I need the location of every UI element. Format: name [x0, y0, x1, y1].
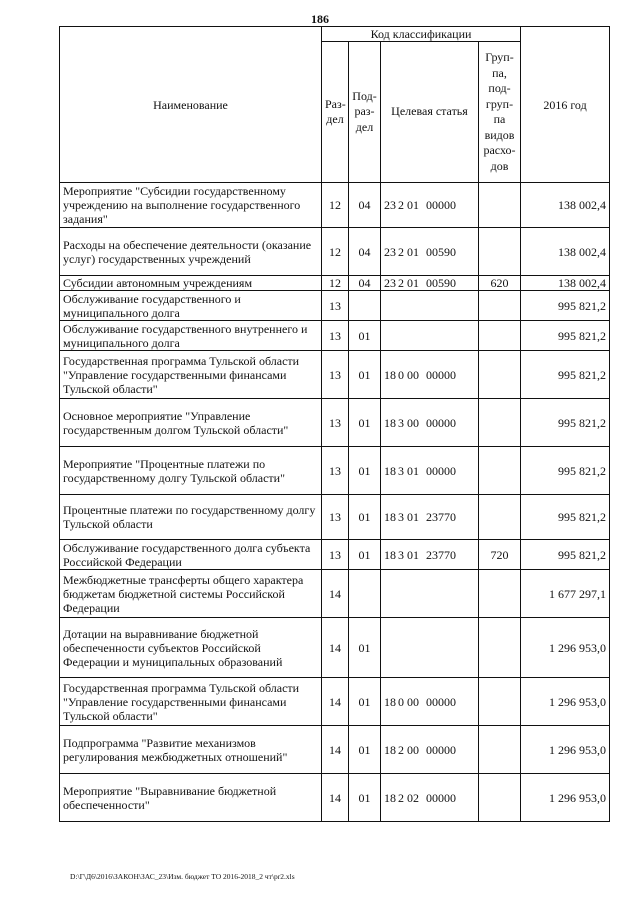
header-target-article: Целевая статья — [381, 42, 479, 183]
row-section: 13 — [322, 447, 349, 495]
target-subprogram: 3 — [398, 463, 404, 478]
target-subprogram: 3 — [398, 510, 404, 524]
header-section: Раз- дел — [322, 42, 349, 183]
target-direction: 00590 — [426, 276, 456, 290]
target-direction: 00000 — [426, 367, 456, 382]
row-target-article — [381, 678, 479, 726]
row-amount: 1 296 953,0 — [521, 726, 610, 774]
target-subprogram: 3 — [398, 547, 404, 562]
target-program: 23 — [384, 198, 396, 212]
page-number: 186 — [311, 12, 329, 26]
target-program: 18 — [384, 510, 396, 524]
row-amount: 138 002,4 — [521, 183, 610, 228]
target-direction: 00000 — [426, 790, 456, 805]
row-subsection: 01 — [349, 495, 381, 540]
row-expense-group: 720 — [479, 540, 521, 570]
row-expense-group — [479, 228, 521, 276]
row-amount: 995 821,2 — [521, 540, 610, 570]
table-header — [60, 27, 610, 183]
row-section: 13 — [322, 321, 349, 351]
target-program: 18 — [384, 415, 396, 430]
target-subprogram: 2 — [398, 244, 404, 259]
row-target-article — [381, 495, 479, 540]
row-expense-group — [479, 447, 521, 495]
target-program: 23 — [384, 244, 396, 259]
target-program: 18 — [384, 742, 396, 757]
header-classification-code: Код классификации — [322, 27, 521, 42]
row-section: 14 — [322, 774, 349, 822]
row-target-article — [381, 447, 479, 495]
target-direction: 23770 — [426, 510, 456, 524]
row-target-article — [381, 726, 479, 774]
row-amount: 995 821,2 — [521, 495, 610, 540]
row-amount: 995 821,2 — [521, 351, 610, 399]
table-row — [60, 291, 610, 321]
row-section: 12 — [322, 183, 349, 228]
row-subsection: 01 — [349, 447, 381, 495]
table-row — [60, 447, 610, 495]
table-row — [60, 183, 610, 228]
row-section: 13 — [322, 351, 349, 399]
header-subsection: Под- раз- дел — [349, 42, 381, 183]
row-expense-group — [479, 495, 521, 540]
row-subsection — [349, 570, 381, 618]
row-name: Мероприятие "Процентные платежи по государственному долгу Тульской области" — [60, 447, 322, 495]
row-section: 12 — [322, 276, 349, 291]
table-row — [60, 228, 610, 276]
row-expense-group — [479, 774, 521, 822]
target-subprogram: 0 — [398, 694, 404, 709]
target-event: 01 — [407, 510, 419, 524]
row-target-article — [381, 540, 479, 570]
row-target-article — [381, 276, 479, 291]
table-row — [60, 399, 610, 447]
target-program: 18 — [384, 790, 396, 805]
row-section: 14 — [322, 678, 349, 726]
table-row — [60, 351, 610, 399]
row-name: Мероприятие "Субсидии государственному учреждению на выполнение государственного задания" — [60, 183, 322, 228]
row-expense-group — [479, 618, 521, 678]
target-direction: 00000 — [426, 742, 456, 757]
row-name: Межбюджетные трансферты общего характера бюджетам бюджетной системы Российской Федерации — [60, 570, 322, 618]
row-target-article — [381, 351, 479, 399]
row-expense-group — [479, 351, 521, 399]
target-program: 18 — [384, 367, 396, 382]
row-target-article — [381, 618, 479, 678]
row-name: Дотации на выравнивание бюджетной обеспеченности субъектов Российской Федерации и муниципальных образований — [60, 618, 322, 678]
target-program: 18 — [384, 547, 396, 562]
budget-classification-table — [59, 26, 610, 822]
table-row — [60, 495, 610, 540]
target-direction: 00000 — [426, 463, 456, 478]
row-amount: 995 821,2 — [521, 399, 610, 447]
row-name: Мероприятие "Выравнивание бюджетной обеспеченности" — [60, 774, 322, 822]
row-name: Субсидии автономным учреждениям — [60, 276, 322, 291]
table-row — [60, 726, 610, 774]
target-event: 01 — [407, 198, 419, 212]
target-program: 18 — [384, 694, 396, 709]
target-event: 01 — [407, 244, 419, 259]
file-path-footer: D:\Г\Д6\2016\ЗАКОН\ЗАС_23\Изм. бюджет ТО 2016-2018_2 чт\pr2.xls — [70, 872, 295, 881]
row-target-article — [381, 774, 479, 822]
row-amount: 138 002,4 — [521, 276, 610, 291]
row-subsection: 01 — [349, 321, 381, 351]
target-subprogram: 3 — [398, 415, 404, 430]
row-target-article — [381, 321, 479, 351]
target-event: 01 — [407, 276, 419, 290]
row-amount: 1 677 297,1 — [521, 570, 610, 618]
row-expense-group — [479, 570, 521, 618]
table-row — [60, 774, 610, 822]
row-subsection: 01 — [349, 399, 381, 447]
header-year-2016: 2016 год — [521, 27, 610, 183]
row-section: 14 — [322, 618, 349, 678]
row-section: 13 — [322, 540, 349, 570]
row-subsection: 04 — [349, 183, 381, 228]
row-amount: 995 821,2 — [521, 447, 610, 495]
row-name: Расходы на обеспечение деятельности (оказание услуг) государственных учреждений — [60, 228, 322, 276]
target-event: 00 — [407, 694, 419, 709]
row-target-article — [381, 570, 479, 618]
table-row — [60, 618, 610, 678]
target-program: 23 — [384, 276, 396, 290]
table-row — [60, 276, 610, 291]
target-event: 01 — [407, 547, 419, 562]
row-subsection: 01 — [349, 774, 381, 822]
target-direction: 23770 — [426, 547, 456, 562]
row-section: 12 — [322, 228, 349, 276]
target-event: 01 — [407, 463, 419, 478]
row-expense-group — [479, 183, 521, 228]
row-amount: 1 296 953,0 — [521, 774, 610, 822]
row-expense-group — [479, 678, 521, 726]
row-subsection: 01 — [349, 540, 381, 570]
row-name: Государственная программа Тульской области "Управление государственными финансами Тульской области" — [60, 678, 322, 726]
row-amount: 995 821,2 — [521, 321, 610, 351]
row-name: Государственная программа Тульской области "Управление государственными финансами Тульской области" — [60, 351, 322, 399]
row-name: Обслуживание государственного и муниципального долга — [60, 291, 322, 321]
row-section: 13 — [322, 495, 349, 540]
row-subsection: 01 — [349, 618, 381, 678]
row-subsection: 04 — [349, 228, 381, 276]
row-section: 14 — [322, 570, 349, 618]
target-program: 18 — [384, 463, 396, 478]
row-amount: 138 002,4 — [521, 228, 610, 276]
target-event: 00 — [407, 367, 419, 382]
row-amount: 1 296 953,0 — [521, 678, 610, 726]
table-row — [60, 678, 610, 726]
target-subprogram: 2 — [398, 790, 404, 805]
row-name: Обслуживание государственного внутреннего и муниципального долга — [60, 321, 322, 351]
row-target-article — [381, 291, 479, 321]
row-name: Процентные платежи по государственному долгу Тульской области — [60, 495, 322, 540]
row-subsection: 01 — [349, 726, 381, 774]
target-subprogram: 2 — [398, 742, 404, 757]
row-expense-group: 620 — [479, 276, 521, 291]
row-target-article — [381, 183, 479, 228]
row-amount: 995 821,2 — [521, 291, 610, 321]
row-section: 13 — [322, 291, 349, 321]
target-event: 00 — [407, 415, 419, 430]
row-name: Подпрограмма "Развитие механизмов регулирования межбюджетных отношений" — [60, 726, 322, 774]
row-subsection — [349, 291, 381, 321]
row-subsection: 01 — [349, 351, 381, 399]
row-section: 13 — [322, 399, 349, 447]
row-name: Основное мероприятие "Управление государственным долгом Тульской области" — [60, 399, 322, 447]
target-direction: 00000 — [426, 198, 456, 212]
target-subprogram: 0 — [398, 367, 404, 382]
table-row — [60, 321, 610, 351]
row-expense-group — [479, 291, 521, 321]
row-name: Обслуживание государственного долга субъекта Российской Федерации — [60, 540, 322, 570]
row-target-article — [381, 228, 479, 276]
row-target-article — [381, 399, 479, 447]
target-direction: 00590 — [426, 244, 456, 259]
row-amount: 1 296 953,0 — [521, 618, 610, 678]
table-row — [60, 540, 610, 570]
table-row — [60, 570, 610, 618]
row-subsection: 01 — [349, 678, 381, 726]
row-subsection: 04 — [349, 276, 381, 291]
row-section: 14 — [322, 726, 349, 774]
header-expense-group: Груп- па, под- груп- па видов расхо- дов — [479, 42, 521, 183]
row-expense-group — [479, 399, 521, 447]
target-subprogram: 2 — [398, 276, 404, 290]
target-direction: 00000 — [426, 415, 456, 430]
target-direction: 00000 — [426, 694, 456, 709]
header-name: Наименование — [60, 27, 322, 183]
target-event: 02 — [407, 790, 419, 805]
table-body — [60, 183, 610, 822]
target-event: 00 — [407, 742, 419, 757]
row-expense-group — [479, 726, 521, 774]
row-expense-group — [479, 321, 521, 351]
target-subprogram: 2 — [398, 198, 404, 212]
